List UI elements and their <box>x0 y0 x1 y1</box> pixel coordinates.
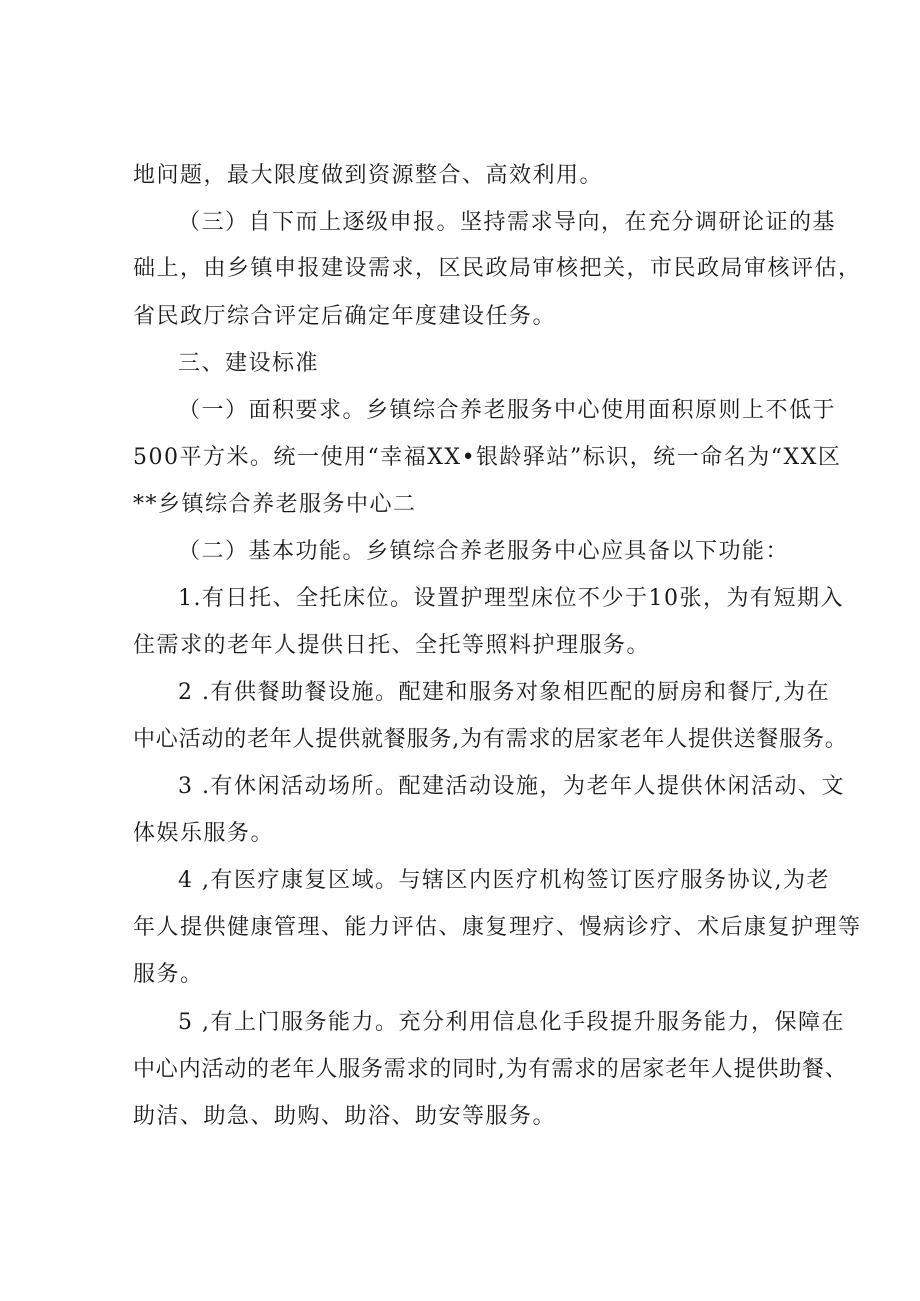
text-line: 省民政厅综合评定后确定年度建设任务。 <box>133 304 557 329</box>
text-line: 2 .有供餐助餐设施。配建和服务对象相匹配的厨房和餐厅,为在 <box>178 680 830 705</box>
text-line: （二）基本功能。乡镇综合养老服务中心应具备以下功能： <box>178 539 790 564</box>
text-line: 4 ,有医疗康复区域。与辖区内医疗机构签订医疗服务协议,为老 <box>178 868 830 893</box>
text-line: 1.有日托、全托床位。设置护理型床位不少于10张，为有短期入 <box>178 586 844 611</box>
text-line: 础上，由乡镇申报建设需求，区民政局审核把关，市民政局审核评估， <box>133 256 862 281</box>
text-line: 3 .有休闲活动场所。配建活动设施，为老年人提供休闲活动、文 <box>178 774 845 799</box>
text-line: （一）面积要求。乡镇综合养老服务中心使用面积原则上不低于 <box>178 398 837 423</box>
text-line: 中心内活动的老年人服务需求的同时,为有需求的居家老年人提供助餐、 <box>133 1057 848 1082</box>
text-line: 中心活动的老年人提供就餐服务,为有需求的居家老年人提供送餐服务。 <box>133 727 848 752</box>
text-line: 5 ,有上门服务能力。充分利用信息化手段提升服务能力，保障在 <box>178 1010 845 1035</box>
text-line: 年人提供健康管理、能力评估、康复理疗、慢病诊疗、术后康复护理等 <box>133 915 862 940</box>
section-heading: 三、建设标准 <box>178 351 320 376</box>
text-line: 住需求的老年人提供日托、全托等照料护理服务。 <box>133 633 651 658</box>
text-line: 体娱乐服务。 <box>133 821 275 846</box>
text-line: 服务。 <box>133 962 204 987</box>
text-line: （三）自下而上逐级申报。坚持需求导向，在充分调研论证的基 <box>178 210 837 235</box>
text-line: **乡镇综合养老服务中心二 <box>133 492 417 517</box>
text-line: 500平方米。统一使用“幸福XX•银龄驿站”标识，统一命名为“XX区 <box>133 445 842 470</box>
text-line: 地问题，最大限度做到资源整合、高效利用。 <box>133 163 604 188</box>
text-line: 助洁、助急、助购、助浴、助安等服务。 <box>133 1104 557 1129</box>
